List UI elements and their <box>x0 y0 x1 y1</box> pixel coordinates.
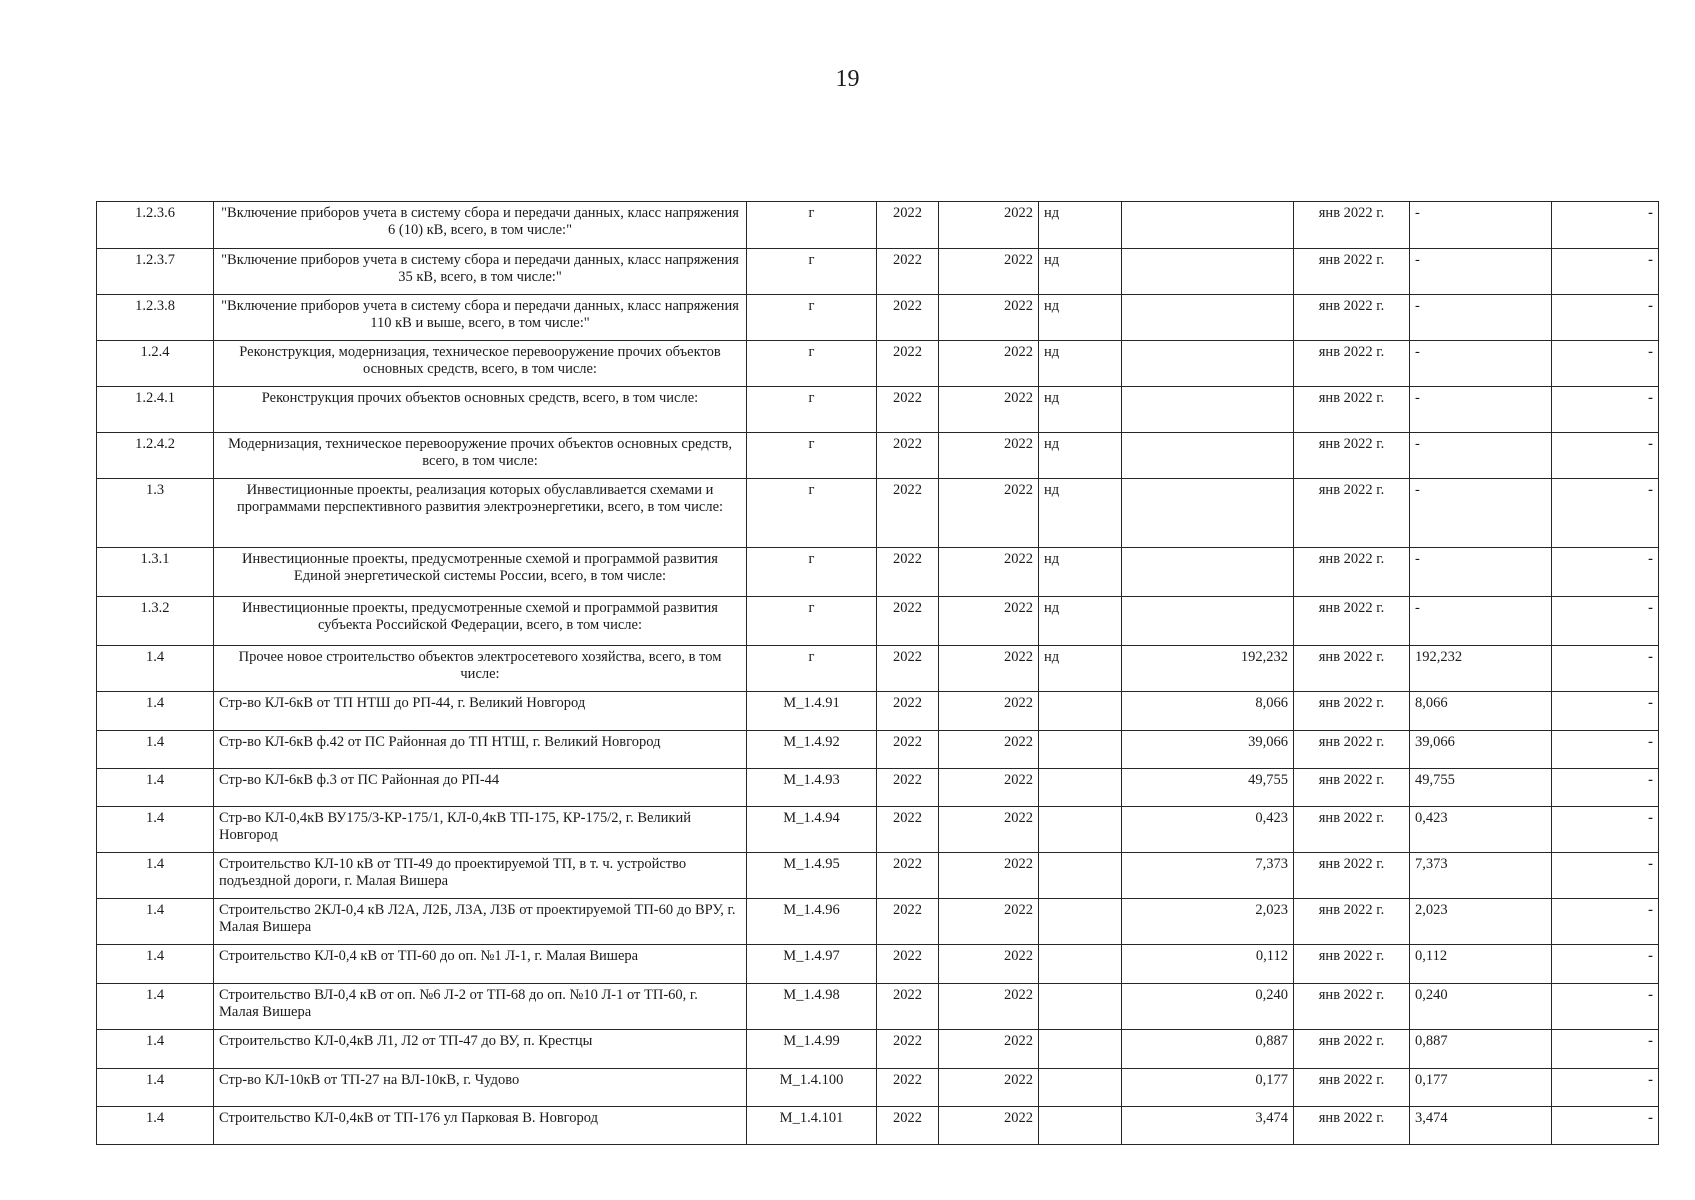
row-value <box>1122 249 1294 295</box>
row-dash: - <box>1552 1030 1659 1069</box>
row-start-year: 2022 <box>877 249 939 295</box>
row-end-year: 2022 <box>939 769 1039 807</box>
row-date: янв 2022 г. <box>1294 249 1410 295</box>
row-status: нд <box>1039 202 1122 249</box>
row-type: M_1.4.99 <box>747 1030 877 1069</box>
table-row <box>97 769 1659 807</box>
row-value: 192,232 <box>1122 646 1294 692</box>
row-value-total: 0,887 <box>1410 1030 1552 1069</box>
row-value: 2,023 <box>1122 899 1294 945</box>
row-start-year: 2022 <box>877 853 939 899</box>
row-value-total: 0,112 <box>1410 945 1552 984</box>
row-status: нд <box>1039 387 1122 433</box>
row-name: "Включение приборов учета в систему сбора и передачи данных, класс напряжения 35 кВ, всего, в том числе:" <box>214 249 747 295</box>
row-code: 1.4 <box>97 769 214 807</box>
investment-table <box>96 201 1659 1145</box>
row-type: M_1.4.93 <box>747 769 877 807</box>
row-value-total: - <box>1410 548 1552 597</box>
row-value-total: - <box>1410 433 1552 479</box>
row-status: нд <box>1039 479 1122 548</box>
row-status <box>1039 692 1122 731</box>
row-dash: - <box>1552 899 1659 945</box>
row-value-total: 3,474 <box>1410 1107 1552 1145</box>
row-start-year: 2022 <box>877 646 939 692</box>
row-name: "Включение приборов учета в систему сбора и передачи данных, класс напряжения 110 кВ и выше, всего, в том числе:" <box>214 295 747 341</box>
row-type: г <box>747 341 877 387</box>
row-start-year: 2022 <box>877 984 939 1030</box>
row-status <box>1039 945 1122 984</box>
row-type: M_1.4.96 <box>747 899 877 945</box>
row-value-total: 0,177 <box>1410 1069 1552 1107</box>
row-value-total: - <box>1410 295 1552 341</box>
row-value: 7,373 <box>1122 853 1294 899</box>
row-value: 0,887 <box>1122 1030 1294 1069</box>
row-name: Стр-во КЛ-6кВ ф.42 от ПС Районная до ТП НТШ, г. Великий Новгород <box>214 731 747 769</box>
row-value-total: 0,423 <box>1410 807 1552 853</box>
table-row <box>97 479 1659 548</box>
row-status: нд <box>1039 341 1122 387</box>
row-type: г <box>747 249 877 295</box>
row-end-year: 2022 <box>939 731 1039 769</box>
table-row <box>97 899 1659 945</box>
row-start-year: 2022 <box>877 731 939 769</box>
row-date: янв 2022 г. <box>1294 479 1410 548</box>
row-name: Инвестиционные проекты, предусмотренные схемой и программой развития Единой энергетической системы России, всего, в том числе: <box>214 548 747 597</box>
row-name: Реконструкция прочих объектов основных средств, всего, в том числе: <box>214 387 747 433</box>
table-row <box>97 202 1659 249</box>
row-date: янв 2022 г. <box>1294 548 1410 597</box>
row-date: янв 2022 г. <box>1294 1069 1410 1107</box>
row-name: Строительство КЛ-0,4кВ Л1, Л2 от ТП-47 до ВУ, п. Крестцы <box>214 1030 747 1069</box>
row-end-year: 2022 <box>939 548 1039 597</box>
row-date: янв 2022 г. <box>1294 853 1410 899</box>
table-row <box>97 597 1659 646</box>
row-type: г <box>747 548 877 597</box>
row-name: Стр-во КЛ-6кВ от ТП НТШ до РП-44, г. Великий Новгород <box>214 692 747 731</box>
row-code: 1.4 <box>97 731 214 769</box>
row-status: нд <box>1039 249 1122 295</box>
row-code: 1.3.2 <box>97 597 214 646</box>
row-value: 0,423 <box>1122 807 1294 853</box>
row-type: г <box>747 646 877 692</box>
table-body <box>97 202 1659 1145</box>
row-dash: - <box>1552 295 1659 341</box>
row-value: 49,755 <box>1122 769 1294 807</box>
row-value: 8,066 <box>1122 692 1294 731</box>
row-date: янв 2022 г. <box>1294 1030 1410 1069</box>
row-name: Строительство 2КЛ-0,4 кВ Л2А, Л2Б, Л3А, Л3Б от проектируемой ТП-60 до ВРУ, г. Малая Вишера <box>214 899 747 945</box>
row-end-year: 2022 <box>939 692 1039 731</box>
row-dash: - <box>1552 479 1659 548</box>
row-type: г <box>747 387 877 433</box>
row-start-year: 2022 <box>877 769 939 807</box>
row-start-year: 2022 <box>877 387 939 433</box>
table-row <box>97 984 1659 1030</box>
table-row <box>97 295 1659 341</box>
row-name: Строительство КЛ-0,4кВ от ТП-176 ул Парковая В. Новгород <box>214 1107 747 1145</box>
row-name: Инвестиционные проекты, предусмотренные схемой и программой развития субъекта Российской Федерации, всего, в том числе: <box>214 597 747 646</box>
row-code: 1.2.4.1 <box>97 387 214 433</box>
row-code: 1.4 <box>97 853 214 899</box>
row-name: Строительство КЛ-10 кВ от ТП-49 до проектируемой ТП, в т. ч. устройство подъездной дороги, г. Малая Вишера <box>214 853 747 899</box>
row-dash: - <box>1552 249 1659 295</box>
row-status <box>1039 1107 1122 1145</box>
row-status: нд <box>1039 433 1122 479</box>
row-start-year: 2022 <box>877 1069 939 1107</box>
table-row <box>97 807 1659 853</box>
row-value <box>1122 548 1294 597</box>
row-value <box>1122 479 1294 548</box>
row-date: янв 2022 г. <box>1294 433 1410 479</box>
row-type: M_1.4.92 <box>747 731 877 769</box>
row-end-year: 2022 <box>939 295 1039 341</box>
table-row <box>97 731 1659 769</box>
table-row <box>97 548 1659 597</box>
row-end-year: 2022 <box>939 433 1039 479</box>
row-date: янв 2022 г. <box>1294 646 1410 692</box>
row-code: 1.3 <box>97 479 214 548</box>
row-status: нд <box>1039 646 1122 692</box>
table-row <box>97 249 1659 295</box>
row-code: 1.2.4 <box>97 341 214 387</box>
row-value-total: - <box>1410 202 1552 249</box>
row-code: 1.4 <box>97 945 214 984</box>
row-type: M_1.4.100 <box>747 1069 877 1107</box>
row-code: 1.4 <box>97 1107 214 1145</box>
table-row <box>97 945 1659 984</box>
row-value-total: - <box>1410 249 1552 295</box>
row-status <box>1039 769 1122 807</box>
row-end-year: 2022 <box>939 1107 1039 1145</box>
row-end-year: 2022 <box>939 899 1039 945</box>
row-name: Модернизация, техническое перевооружение прочих объектов основных средств, всего, в том числе: <box>214 433 747 479</box>
table-row <box>97 646 1659 692</box>
row-name: Стр-во КЛ-6кВ ф.3 от ПС Районная до РП-44 <box>214 769 747 807</box>
row-date: янв 2022 г. <box>1294 341 1410 387</box>
row-type: г <box>747 295 877 341</box>
row-status: нд <box>1039 548 1122 597</box>
row-end-year: 2022 <box>939 249 1039 295</box>
table-row <box>97 387 1659 433</box>
row-code: 1.4 <box>97 984 214 1030</box>
row-code: 1.4 <box>97 646 214 692</box>
row-dash: - <box>1552 387 1659 433</box>
row-dash: - <box>1552 731 1659 769</box>
row-value-total: 39,066 <box>1410 731 1552 769</box>
row-start-year: 2022 <box>877 597 939 646</box>
row-date: янв 2022 г. <box>1294 597 1410 646</box>
row-start-year: 2022 <box>877 548 939 597</box>
row-end-year: 2022 <box>939 341 1039 387</box>
row-value <box>1122 295 1294 341</box>
row-value: 3,474 <box>1122 1107 1294 1145</box>
row-code: 1.3.1 <box>97 548 214 597</box>
row-date: янв 2022 г. <box>1294 945 1410 984</box>
row-value-total: 192,232 <box>1410 646 1552 692</box>
row-value: 0,112 <box>1122 945 1294 984</box>
row-status <box>1039 807 1122 853</box>
row-type: M_1.4.97 <box>747 945 877 984</box>
row-start-year: 2022 <box>877 807 939 853</box>
row-value <box>1122 387 1294 433</box>
table-row <box>97 1030 1659 1069</box>
row-dash: - <box>1552 1107 1659 1145</box>
row-code: 1.4 <box>97 899 214 945</box>
row-type: г <box>747 479 877 548</box>
row-start-year: 2022 <box>877 899 939 945</box>
row-date: янв 2022 г. <box>1294 769 1410 807</box>
table-row <box>97 692 1659 731</box>
row-status <box>1039 1030 1122 1069</box>
row-name: Инвестиционные проекты, реализация которых обуславливается схемами и программами перспективного развития электроэнергетики, всего, в том числе: <box>214 479 747 548</box>
row-end-year: 2022 <box>939 1030 1039 1069</box>
row-value-total: - <box>1410 597 1552 646</box>
row-start-year: 2022 <box>877 341 939 387</box>
row-value: 39,066 <box>1122 731 1294 769</box>
row-type: г <box>747 202 877 249</box>
row-end-year: 2022 <box>939 1069 1039 1107</box>
row-value <box>1122 597 1294 646</box>
row-value-total: 0,240 <box>1410 984 1552 1030</box>
row-type: M_1.4.95 <box>747 853 877 899</box>
row-name: "Включение приборов учета в систему сбора и передачи данных, класс напряжения 6 (10) кВ, всего, в том числе:" <box>214 202 747 249</box>
row-dash: - <box>1552 984 1659 1030</box>
row-code: 1.2.3.8 <box>97 295 214 341</box>
row-end-year: 2022 <box>939 945 1039 984</box>
page-number: 19 <box>835 66 860 92</box>
row-status <box>1039 899 1122 945</box>
row-date: янв 2022 г. <box>1294 1107 1410 1145</box>
table-row <box>97 341 1659 387</box>
row-date: янв 2022 г. <box>1294 692 1410 731</box>
row-dash: - <box>1552 769 1659 807</box>
row-end-year: 2022 <box>939 646 1039 692</box>
row-dash: - <box>1552 646 1659 692</box>
row-value-total: 7,373 <box>1410 853 1552 899</box>
row-code: 1.4 <box>97 1069 214 1107</box>
row-code: 1.2.3.6 <box>97 202 214 249</box>
row-status: нд <box>1039 597 1122 646</box>
row-value-total: 2,023 <box>1410 899 1552 945</box>
row-value <box>1122 341 1294 387</box>
row-status: нд <box>1039 295 1122 341</box>
row-name: Строительство КЛ-0,4 кВ от ТП-60 до оп. №1 Л-1, г. Малая Вишера <box>214 945 747 984</box>
row-name: Реконструкция, модернизация, техническое перевооружение прочих объектов основных средств, всего, в том числе: <box>214 341 747 387</box>
row-dash: - <box>1552 1069 1659 1107</box>
table-row <box>97 1107 1659 1145</box>
row-start-year: 2022 <box>877 945 939 984</box>
row-dash: - <box>1552 945 1659 984</box>
row-start-year: 2022 <box>877 295 939 341</box>
row-status <box>1039 984 1122 1030</box>
row-dash: - <box>1552 807 1659 853</box>
row-value-total: 49,755 <box>1410 769 1552 807</box>
row-code: 1.4 <box>97 807 214 853</box>
row-dash: - <box>1552 548 1659 597</box>
row-type: г <box>747 597 877 646</box>
row-dash: - <box>1552 202 1659 249</box>
row-type: M_1.4.94 <box>747 807 877 853</box>
row-dash: - <box>1552 692 1659 731</box>
row-end-year: 2022 <box>939 387 1039 433</box>
row-dash: - <box>1552 341 1659 387</box>
row-end-year: 2022 <box>939 807 1039 853</box>
row-start-year: 2022 <box>877 1030 939 1069</box>
row-value <box>1122 202 1294 249</box>
row-code: 1.4 <box>97 692 214 731</box>
row-code: 1.2.4.2 <box>97 433 214 479</box>
row-date: янв 2022 г. <box>1294 295 1410 341</box>
row-code: 1.2.3.7 <box>97 249 214 295</box>
row-value-total: - <box>1410 387 1552 433</box>
row-status <box>1039 731 1122 769</box>
row-end-year: 2022 <box>939 984 1039 1030</box>
row-code: 1.4 <box>97 1030 214 1069</box>
row-name: Прочее новое строительство объектов электросетевого хозяйства, всего, в том числе: <box>214 646 747 692</box>
row-status <box>1039 853 1122 899</box>
row-value-total: 8,066 <box>1410 692 1552 731</box>
row-value-total: - <box>1410 479 1552 548</box>
row-start-year: 2022 <box>877 1107 939 1145</box>
row-end-year: 2022 <box>939 202 1039 249</box>
row-start-year: 2022 <box>877 202 939 249</box>
row-start-year: 2022 <box>877 692 939 731</box>
row-dash: - <box>1552 433 1659 479</box>
row-end-year: 2022 <box>939 597 1039 646</box>
row-end-year: 2022 <box>939 853 1039 899</box>
table-row <box>97 853 1659 899</box>
row-name: Стр-во КЛ-0,4кВ ВУ175/3-КР-175/1, КЛ-0,4кВ ТП-175, КР-175/2, г. Великий Новгород <box>214 807 747 853</box>
row-type: M_1.4.101 <box>747 1107 877 1145</box>
row-value-total: - <box>1410 341 1552 387</box>
row-dash: - <box>1552 853 1659 899</box>
row-value: 0,240 <box>1122 984 1294 1030</box>
row-name: Строительство ВЛ-0,4 кВ от оп. №6 Л-2 от ТП-68 до оп. №10 Л-1 от ТП-60, г. Малая Вишера <box>214 984 747 1030</box>
row-date: янв 2022 г. <box>1294 731 1410 769</box>
row-date: янв 2022 г. <box>1294 202 1410 249</box>
row-name: Стр-во КЛ-10кВ от ТП-27 на ВЛ-10кВ, г. Чудово <box>214 1069 747 1107</box>
row-value: 0,177 <box>1122 1069 1294 1107</box>
row-date: янв 2022 г. <box>1294 387 1410 433</box>
row-date: янв 2022 г. <box>1294 984 1410 1030</box>
row-type: M_1.4.91 <box>747 692 877 731</box>
row-value <box>1122 433 1294 479</box>
row-start-year: 2022 <box>877 479 939 548</box>
row-type: M_1.4.98 <box>747 984 877 1030</box>
table-row <box>97 1069 1659 1107</box>
row-type: г <box>747 433 877 479</box>
table-row <box>97 433 1659 479</box>
row-end-year: 2022 <box>939 479 1039 548</box>
row-date: янв 2022 г. <box>1294 807 1410 853</box>
row-start-year: 2022 <box>877 433 939 479</box>
row-date: янв 2022 г. <box>1294 899 1410 945</box>
row-status <box>1039 1069 1122 1107</box>
row-dash: - <box>1552 597 1659 646</box>
